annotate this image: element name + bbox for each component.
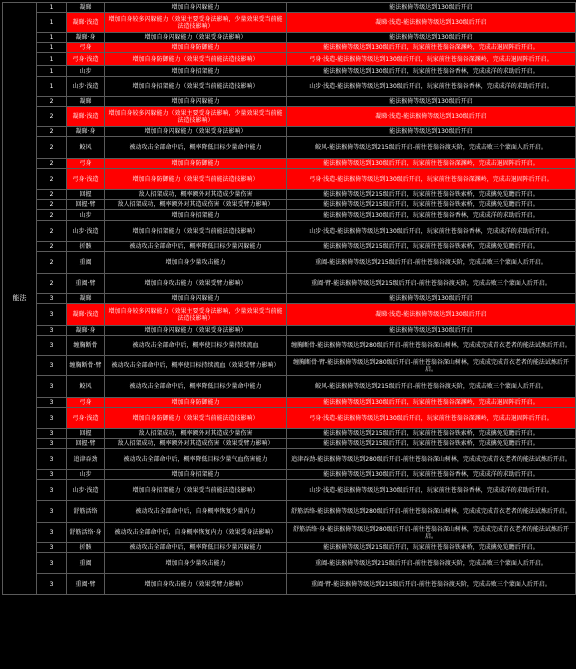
table-row [3, 3, 576, 13]
skill-name-cell: 凝睇 [67, 97, 105, 107]
level-cell: 3 [37, 501, 67, 523]
level-cell: 3 [37, 543, 67, 553]
effect-cell: 增加自身闪躲能力 [105, 97, 287, 107]
level-cell: 3 [37, 376, 67, 398]
unlock-condition-cell: 能法猴倚等级达到130级后开启 [287, 127, 576, 137]
table-row [3, 304, 576, 326]
table-row [3, 221, 576, 242]
skill-name-cell: 重阖·臂 [67, 574, 105, 595]
table-row [3, 501, 576, 523]
unlock-condition-cell: 重阖·臂-能法猴倚等级达到215级后开启-前往苍翁谷渡天阶，完成击败三个蒙面人后开启。 [287, 274, 576, 294]
unlock-condition-cell: 凝睇·浅造-能法猴倚等级达到130级后开启 [287, 304, 576, 326]
skill-name-cell: 缠胸断骨·臂 [67, 356, 105, 376]
unlock-condition-cell: 能法猴倚等级达到215级后开启，玩家前往苍翁谷铁索桥，完成擒免览瞻后开启。 [287, 439, 576, 449]
effect-cell: 敌人招架成功，概率额外对其造成少量伤害 [105, 429, 287, 439]
level-cell: 2 [37, 242, 67, 252]
table-row [3, 242, 576, 252]
effect-cell: 增加自身闪躲能力 [105, 3, 287, 13]
unlock-condition-cell: 能法猴倚等级达到130级后开启，玩家前往苍翁谷深渊岭，完成击退固阵后开启。 [287, 43, 576, 53]
unlock-condition-cell: 能法猴倚等级达到130级后开启 [287, 33, 576, 43]
level-cell: 3 [37, 439, 67, 449]
effect-cell: 被动攻击全部命中后，自身概率恢复内力（效果受身法影响） [105, 523, 287, 543]
table-row [3, 543, 576, 553]
skill-name-cell: 弓身 [67, 43, 105, 53]
unlock-condition-cell: 弓身·浅造-能法猴倚等级达到130级后开启，玩家前往苍翁谷深渊岭，完成击退固阵后开启。 [287, 53, 576, 66]
unlock-condition-cell: 弓身·浅造-能法猴倚等级达到130级后开启，玩家前往苍翁谷深渊岭，完成击退固阵后开启。 [287, 169, 576, 190]
table-row [3, 137, 576, 159]
table-row [3, 326, 576, 336]
skill-name-cell: 缠胸断骨 [67, 336, 105, 356]
skill-name-cell: 弓身·浅造 [67, 53, 105, 66]
table-row [3, 97, 576, 107]
level-cell: 3 [37, 408, 67, 429]
table-row [3, 200, 576, 210]
skill-name-cell: 舒筋活络 [67, 501, 105, 523]
effect-cell: 被动攻击全部命中后，概率降低目标少量命中能力 [105, 137, 287, 159]
skill-name-cell: 重阖·臂 [67, 274, 105, 294]
unlock-condition-cell: 重阖·臂-能法猴倚等级达到215级后开启-前往苍翁谷渡天阶，完成击败三个蒙面人后开启。 [287, 574, 576, 595]
effect-cell: 敌人招架成功，概率额外对其造成少量伤害 [105, 190, 287, 200]
effect-cell: 增加自身较多闪躲能力（效果主要受身法影响，少量效果受当前能法造技影响） [105, 107, 287, 127]
level-cell: 3 [37, 470, 67, 480]
effect-cell: 增加自身招架能力（效果受当前能法造技影响） [105, 221, 287, 242]
table-row [3, 408, 576, 429]
unlock-condition-cell: 能法猴倚等级达到130级后开启，玩家前往苍翁谷香林，完成成洋的求助后开启。 [287, 66, 576, 77]
skill-name-cell: 折骸 [67, 242, 105, 252]
level-cell: 2 [37, 127, 67, 137]
level-cell: 2 [37, 137, 67, 159]
level-cell: 3 [37, 574, 67, 595]
table-row [3, 429, 576, 439]
effect-cell: 被动攻击全部命中后，概率降低目标少量闪躲能力 [105, 543, 287, 553]
skill-name-cell: 重阖 [67, 252, 105, 274]
skill-name-cell: 弓身 [67, 398, 105, 408]
unlock-condition-cell: 能法猴倚等级达到215级后开启，玩家前往苍翁谷铁索桥，完成擒免览瞻后开启。 [287, 190, 576, 200]
unlock-condition-cell: 舒筋活络·身-能法猴倚等级达到280级后开启-前往苍翁谷深山树林，完成成完成青衣老者的能法试炼后开启。 [287, 523, 576, 543]
unlock-condition-cell: 能法猴倚等级达到215级后开启，玩家前往苍翁谷铁索桥，完成擒免览瞻后开启。 [287, 429, 576, 439]
table-row [3, 274, 576, 294]
level-cell: 1 [37, 77, 67, 97]
level-cell: 2 [37, 221, 67, 242]
skill-name-cell: 山步 [67, 470, 105, 480]
level-cell: 3 [37, 336, 67, 356]
skill-name-cell: 鲛风 [67, 376, 105, 398]
skill-name-cell: 凝睇·身 [67, 326, 105, 336]
effect-cell: 增加自身招架能力（效果受当前能法造技影响） [105, 77, 287, 97]
table-row [3, 470, 576, 480]
skill-name-cell: 凝睇·浅造 [67, 13, 105, 33]
skill-name-cell: 凝睇·浅造 [67, 304, 105, 326]
unlock-condition-cell: 舒筋活络-能法猴倚等级达到280级后开启-前往苍翁谷深山树林，完成成完成青衣老者的能法试炼后开启。 [287, 501, 576, 523]
unlock-condition-cell: 追津吞劲-能法猴倚等级达到280级后开启-前往苍翁谷深山树林，完成成完成青衣老者的能法试炼后开启。 [287, 449, 576, 470]
level-cell: 1 [37, 33, 67, 43]
effect-cell: 被动攻击全部命中后，概率降低目标少量命中能力 [105, 376, 287, 398]
effect-cell: 增加自身攻击能力（效果受臂力影响） [105, 274, 287, 294]
unlock-condition-cell: 能法猴倚等级达到130级后开启 [287, 97, 576, 107]
effect-cell: 被动攻击全部命中后，概率使目标少量持续流血 [105, 336, 287, 356]
level-cell: 3 [37, 480, 67, 501]
unlock-condition-cell: 能法猴倚等级达到215级后开启，玩家前往苍翁谷铁索桥，完成擒免览瞻后开启。 [287, 242, 576, 252]
table-row [3, 523, 576, 543]
skill-name-cell: 回握 [67, 429, 105, 439]
level-cell: 3 [37, 449, 67, 470]
skill-name-cell: 折骸 [67, 543, 105, 553]
unlock-condition-cell: 能法猴倚等级达到130级后开启，玩家前往苍翁谷香林，完成成洋的求助后开启。 [287, 210, 576, 221]
unlock-condition-cell: 弓身·浅造-能法猴倚等级达到130级后开启，玩家前往苍翁谷深渊岭，完成击退固阵后开启。 [287, 408, 576, 429]
effect-cell: 增加自身较多闪躲能力（效果主要受身法影响，少量效果受当前能法造技影响） [105, 13, 287, 33]
effect-cell: 增加自身少量攻击能力 [105, 252, 287, 274]
level-cell: 1 [37, 53, 67, 66]
level-cell: 2 [37, 274, 67, 294]
skill-name-cell: 弓身 [67, 159, 105, 169]
table-row [3, 449, 576, 470]
skill-table [2, 2, 576, 595]
skill-name-cell: 重阖 [67, 553, 105, 574]
table-row [3, 43, 576, 53]
effect-cell: 增加自身防御能力 [105, 398, 287, 408]
level-cell: 1 [37, 43, 67, 53]
skill-name-cell: 山步·浅造 [67, 221, 105, 242]
effect-cell: 被动攻击全部命中后，概率降低目标少量气血伤害能力 [105, 449, 287, 470]
table-row [3, 127, 576, 137]
skill-name-cell: 凝睇·身 [67, 33, 105, 43]
effect-cell: 增加自身招架能力（效果受当前能法造技影响） [105, 480, 287, 501]
level-cell: 1 [37, 66, 67, 77]
table-row [3, 356, 576, 376]
skill-name-cell: 弓身·浅造 [67, 408, 105, 429]
unlock-condition-cell: 能法猴倚等级达到130级后开启，玩家前往苍翁谷香林，完成成洋的求助后开启。 [287, 470, 576, 480]
skill-name-cell: 凝睇 [67, 294, 105, 304]
unlock-condition-cell: 缠胸断骨·臂-能法猴倚等级达到280级后开启-前往苍翁谷深山树林，完成成完成青衣老者的能法试炼后开启。 [287, 356, 576, 376]
skill-name-cell: 凝睇·身 [67, 127, 105, 137]
unlock-condition-cell: 能法猴倚等级达到215级后开启，玩家前往苍翁谷铁索桥，完成擒免览瞻后开启。 [287, 543, 576, 553]
unlock-condition-cell: 能法猴倚等级达到130级后开启 [287, 294, 576, 304]
table-row [3, 480, 576, 501]
effect-cell: 增加自身防御能力 [105, 159, 287, 169]
effect-cell: 被动攻击全部命中后，概率降低目标少量闪躲能力 [105, 242, 287, 252]
table-row [3, 107, 576, 127]
table-row [3, 252, 576, 274]
table-row [3, 77, 576, 97]
table-row [3, 439, 576, 449]
skill-name-cell: 山步 [67, 210, 105, 221]
unlock-condition-cell: 能法猴倚等级达到130级后开启 [287, 3, 576, 13]
table-row [3, 169, 576, 190]
level-cell: 2 [37, 169, 67, 190]
table-row [3, 53, 576, 66]
skill-name-cell: 回握·臂 [67, 439, 105, 449]
unlock-condition-cell: 能法猴倚等级达到130级后开启，玩家前往苍翁谷深渊岭，完成击退固阵后开启。 [287, 159, 576, 169]
table-row [3, 398, 576, 408]
skill-name-cell: 回握 [67, 190, 105, 200]
effect-cell: 增加自身闪躲能力 [105, 294, 287, 304]
level-cell: 2 [37, 107, 67, 127]
level-cell: 2 [37, 200, 67, 210]
unlock-condition-cell: 能法猴倚等级达到130级后开启 [287, 326, 576, 336]
level-cell: 3 [37, 429, 67, 439]
level-cell: 3 [37, 523, 67, 543]
unlock-condition-cell: 鲛风-能法猴倚等级达到215级后开启-前往苍翁谷渡天阶，完成击败三个蒙面人后开启。 [287, 137, 576, 159]
unlock-condition-cell: 能法猴倚等级达到130级后开启，玩家前往苍翁谷深渊岭，完成击退固阵后开启。 [287, 398, 576, 408]
unlock-condition-cell: 能法猴倚等级达到215级后开启，玩家前往苍翁谷铁索桥，完成擒免览瞻后开启。 [287, 200, 576, 210]
effect-cell: 被动攻击全部命中后，概率使目标持续流血（效果受臂力影响） [105, 356, 287, 376]
unlock-condition-cell: 凝睇·浅造-能法猴倚等级达到130级后开启 [287, 13, 576, 33]
table-row [3, 336, 576, 356]
effect-cell: 增加自身防御能力（效果受当前能法造技影响） [105, 169, 287, 190]
effect-cell: 增加自身攻击能力（效果受臂力影响） [105, 574, 287, 595]
effect-cell: 增加自身招架能力 [105, 210, 287, 221]
skill-name-cell: 舒筋活络·身 [67, 523, 105, 543]
table-row [3, 376, 576, 398]
skill-name-cell: 山步·浅造 [67, 480, 105, 501]
table-row [3, 210, 576, 221]
skill-name-cell: 回握·臂 [67, 200, 105, 210]
effect-cell: 被动攻击全部命中后，自身概率恢复少量内力 [105, 501, 287, 523]
level-cell: 1 [37, 13, 67, 33]
skill-name-cell: 凝睇 [67, 3, 105, 13]
effect-cell: 增加自身闪躲能力（效果受身法影响） [105, 127, 287, 137]
unlock-condition-cell: 山步·浅造-能法猴倚等级达到130级后开启，玩家前往苍翁谷香林，完成成洋的求助后开启。 [287, 221, 576, 242]
unlock-condition-cell: 山步·浅造-能法猴倚等级达到130级后开启，玩家前往苍翁谷香林，完成成洋的求助后开启。 [287, 480, 576, 501]
table-row [3, 190, 576, 200]
unlock-condition-cell: 凝睇·浅造-能法猴倚等级达到130级后开启 [287, 107, 576, 127]
unlock-condition-cell: 山步·浅造-能法猴倚等级达到130级后开启，玩家前往苍翁谷香林，完成成洋的求助后开启。 [287, 77, 576, 97]
table-row [3, 33, 576, 43]
effect-cell: 增加自身招架能力 [105, 66, 287, 77]
level-cell: 2 [37, 252, 67, 274]
level-cell: 2 [37, 159, 67, 169]
unlock-condition-cell: 重阖-能法猴倚等级达到215级后开启-前往苍翁谷渡天阶，完成击败三个蒙面人后开启。 [287, 252, 576, 274]
level-cell: 2 [37, 190, 67, 200]
level-cell: 1 [37, 3, 67, 13]
effect-cell: 敌人招架成功，概率额外对其造成伤害（效果受臂力影响） [105, 439, 287, 449]
skill-name-cell: 弓身·浅造 [67, 169, 105, 190]
effect-cell: 增加自身防御能力（效果受当前能法造技影响） [105, 408, 287, 429]
skill-name-cell: 山步 [67, 66, 105, 77]
unlock-condition-cell: 重阖-能法猴倚等级达到215级后开启-前往苍翁谷渡天阶，完成击败三个蒙面人后开启。 [287, 553, 576, 574]
level-cell: 3 [37, 356, 67, 376]
level-cell: 3 [37, 553, 67, 574]
table-row [3, 294, 576, 304]
effect-cell: 增加自身防御能力（效果受当前能法造技影响） [105, 53, 287, 66]
effect-cell: 敌人招架成功，概率额外对其造成伤害（效果受臂力影响） [105, 200, 287, 210]
skill-name-cell: 山步·浅造 [67, 77, 105, 97]
category-cell: 能法 [3, 3, 37, 595]
effect-cell: 增加自身招架能力 [105, 470, 287, 480]
table-row [3, 159, 576, 169]
level-cell: 2 [37, 210, 67, 221]
level-cell: 3 [37, 326, 67, 336]
skill-name-cell: 追津吞劲 [67, 449, 105, 470]
skill-name-cell: 鲛风 [67, 137, 105, 159]
skill-table-body [3, 3, 576, 595]
level-cell: 2 [37, 97, 67, 107]
skill-name-cell: 凝睇·浅造 [67, 107, 105, 127]
effect-cell: 增加自身闪躲能力（效果受身法影响） [105, 326, 287, 336]
effect-cell: 增加自身防御能力 [105, 43, 287, 53]
table-row [3, 574, 576, 595]
level-cell: 3 [37, 398, 67, 408]
table-row [3, 553, 576, 574]
table-row [3, 13, 576, 33]
unlock-condition-cell: 缠胸断骨-能法猴倚等级达到280级后开启-前往苍翁谷深山树林，完成成完成青衣老者的能法试炼后开启。 [287, 336, 576, 356]
level-cell: 3 [37, 304, 67, 326]
table-row [3, 66, 576, 77]
effect-cell: 增加自身少量攻击能力 [105, 553, 287, 574]
unlock-condition-cell: 鲛风-能法猴倚等级达到215级后开启-前往苍翁谷渡天阶，完成击败三个蒙面人后开启。 [287, 376, 576, 398]
effect-cell: 增加自身较多闪躲能力（效果主要受身法影响，少量效果受当前能法造技影响） [105, 304, 287, 326]
effect-cell: 增加自身闪躲能力（效果受身法影响） [105, 33, 287, 43]
level-cell: 3 [37, 294, 67, 304]
